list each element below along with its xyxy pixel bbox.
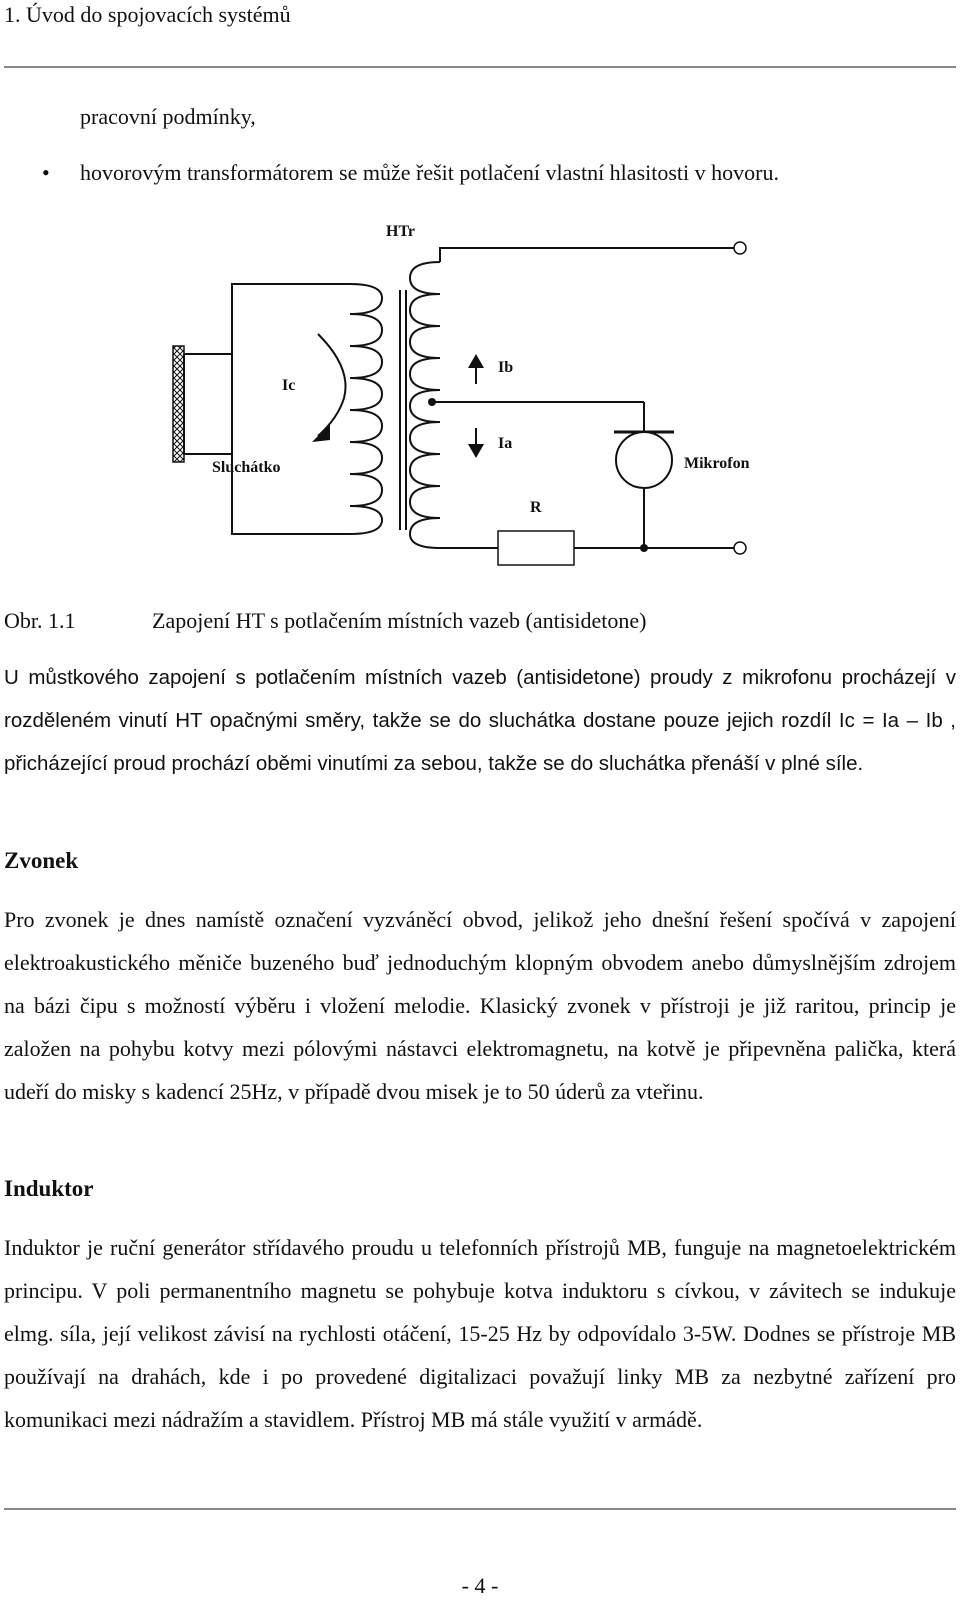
wire <box>440 248 734 262</box>
ic-arrowhead <box>312 424 330 442</box>
resistor-symbol <box>498 531 574 565</box>
chapter-header: 1. Úvod do spojovacích systémů <box>4 2 291 27</box>
ic-arrow <box>318 334 346 436</box>
ia-arrowhead <box>468 444 484 458</box>
figure-caption: Zapojení HT s potlačením místních vazeb (antisidetone) <box>152 608 647 633</box>
header-rule <box>4 66 956 68</box>
right-winding-coil <box>410 262 440 548</box>
bottom-node <box>640 544 648 552</box>
page-number: - 4 - <box>461 1573 499 1598</box>
bullet-item-text: hovorovým transformátorem se může řešit potlačení vlastní hlasitosti v hovoru. <box>80 160 779 185</box>
ib-arrowhead <box>468 354 484 368</box>
label-sluchatko: Sluchátko <box>212 459 281 476</box>
paragraph-induktor: Induktor je ruční generátor střídavého proudu u telefonních přístrojů MB, funguje na magnetoelektrickém principu. V poli permanentního magnetu se pohybuje kotva induktoru s cívkou, v závitech se indukuje elmg. síla, její velikost závisí na rychlosti otáčení, 15-25 Hz by odpovídalo 3-5W. Dodnes se přístroje MB používají na drahách, kde i po provedené digitalizaci považují linky MB za nezbytné zařízení pro komunikaci mezi nádražím a stavidlem. Přístroj MB má stále využití v armádě. <box>4 1235 956 1432</box>
label-ic: Ic <box>282 377 296 394</box>
paragraph-zvonek: Pro zvonek je dnes namístě označení vyzváněcí obvod, jelikož jeho dnešní řešení spočívá v zapojení elektroakustického měniče buzeného buď jednoduchým klopným obvodem anebo důmyslnějším zdrojem na bázi čipu s možností výběru i vložení melodie. Klasický zvonek v přístroji je již raritou, princip je založen na pohybu kotvy mezi pólovými nástavci elektromagnetu, na kotvě je připevněna palička, která udeří do misky s kadencí 25Hz, v případě dvou misek je to 50 úderů za vteřinu. <box>4 907 956 1104</box>
label-mikrofon: Mikrofon <box>684 455 750 472</box>
bullet-marker: • <box>42 160 50 185</box>
heading-zvonek: Zvonek <box>4 848 79 873</box>
footer-rule <box>4 1508 956 1510</box>
center-tap-node <box>428 398 436 406</box>
wire <box>232 284 350 368</box>
heading-induktor: Induktor <box>4 1176 94 1201</box>
earphone-symbol <box>173 346 232 462</box>
top-terminal <box>734 242 746 254</box>
bullet-continuation-text: pracovní podmínky, <box>80 104 256 129</box>
bottom-terminal <box>734 542 746 554</box>
paragraph-antisidetone: U můstkového zapojení s potlačením místních vazeb (antisidetone) proudy z mikrofonu procházejí v rozděleném vinutí HT opačnými směry, takže se do sluchátka dostane pouze jejich rozdíl Ic = Ia – Ib , přicházející proud prochází oběmi vinutími za sebou, takže se do sluchátka přenáší v plné síle. <box>4 666 956 775</box>
left-winding-coil <box>350 284 382 534</box>
microphone-symbol <box>616 432 672 488</box>
figure-number: Obr. 1.1 <box>4 608 76 633</box>
label-r: R <box>530 499 542 516</box>
label-ia: Ia <box>498 435 513 452</box>
label-htr: HTr <box>386 223 416 240</box>
label-ib: Ib <box>498 359 514 376</box>
circuit-diagram <box>0 210 960 570</box>
wire <box>232 440 350 534</box>
